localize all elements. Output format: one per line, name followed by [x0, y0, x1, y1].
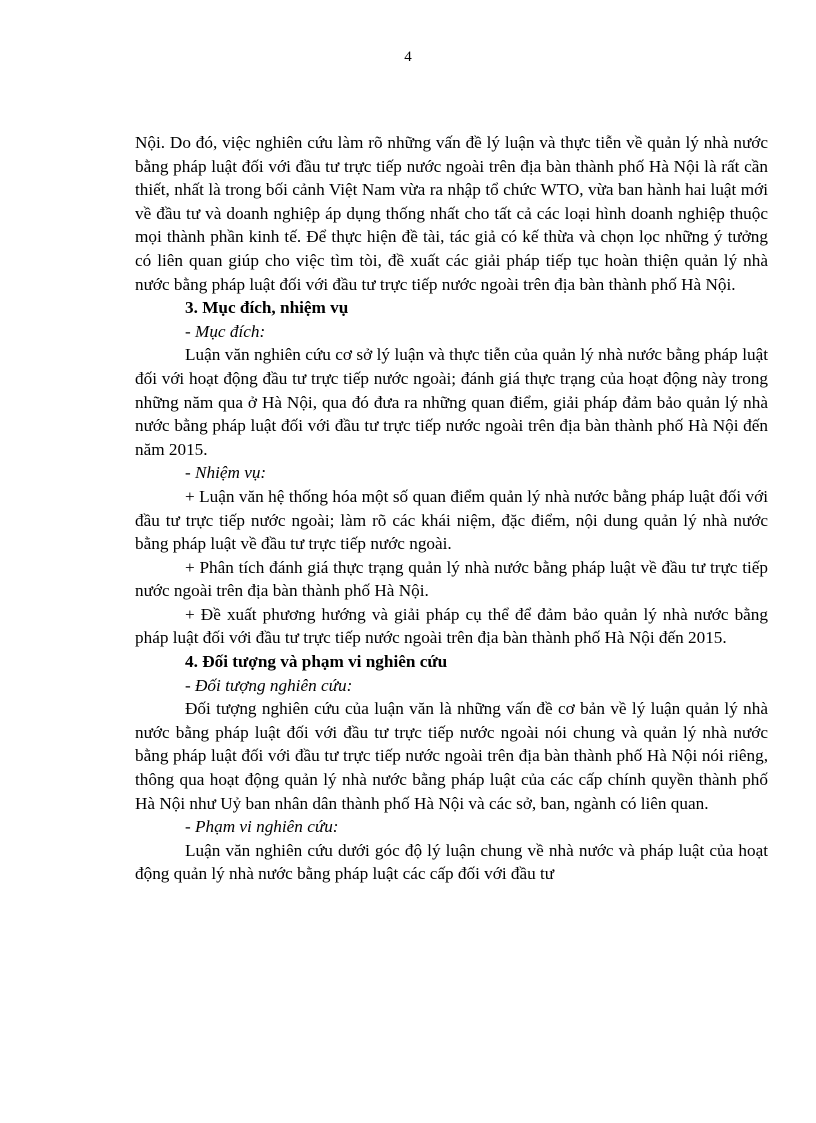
paragraph-task-3: + Đề xuất phương hướng và giải pháp cụ thể để đảm bảo quản lý nhà nước bằng pháp luật đối với đầu tư trực tiếp nước ngoài trên địa bàn thành phố Hà Nội đến 2015. — [135, 604, 768, 648]
paragraph-purpose: Luận văn nghiên cứu cơ sở lý luận và thực tiễn của quản lý nhà nước bằng pháp luật đối với hoạt động đầu tư trực tiếp nước ngoài; đánh giá thực trạng của hoạt động này trong những năm qua ở Hà Nội, qua đó đưa ra những quan điểm, giải pháp đảm bảo quản lý nhà nước bằng pháp luật đối với đầu tư trực tiếp nước ngoài trên địa bàn thành phố Hà Nội đến năm 2015. — [135, 345, 768, 459]
section-heading-object-scope: 4. Đối tượng và phạm vi nghiên cứu — [185, 652, 448, 672]
paragraph-object: Đối tượng nghiên cứu của luận văn là những vấn đề cơ bản về lý luận quản lý nhà nước bằng pháp luật đối với đầu tư trực tiếp nước ngoài nói chung và quản lý nhà nước bằng pháp luật đối với đầu tư trực tiếp nước ngoài trên địa bàn thành phố Hà Nội nói riêng, thông qua hoạt động quản lý nhà nước bằng pháp luật của các cấp chính quyền thành phố Hà Nội như Uỷ ban nhân dân thành phố Hà Nội và các sở, ban, ngành có liên quan. — [135, 699, 768, 813]
page-number: 4 — [404, 49, 412, 65]
document-body — [135, 131, 768, 886]
subheading-purpose: - Mục đích: — [185, 321, 266, 341]
subheading-scope: - Phạm vi nghiên cứu: — [185, 817, 339, 837]
paragraph-intro-continuation: Nội. Do đó, việc nghiên cứu làm rõ những vấn đề lý luận và thực tiễn về quản lý nhà nước bằng pháp luật đối với đầu tư trực tiếp nước ngoài trên địa bàn thành phố Hà Nội là rất cần thiết, nhất là trong bối cảnh Việt Nam vừa ra nhập tổ chức WTO, vừa ban hành hai luật mới về đầu tư và doanh nghiệp áp dụng thống nhất cho tất cả các loại hình doanh nghiệp thuộc mọi thành phần kinh tế. Để thực hiện đề tài, tác giả có kế thừa và chọn lọc những ý tưởng có liên quan giúp cho việc tìm tòi, đề xuất các giải pháp tiếp tục hoàn thiện quản lý nhà nước bằng pháp luật đối với đầu tư trực tiếp nước ngoài trên địa bàn thành phố Hà Nội. — [135, 133, 768, 294]
paragraph-task-2: + Phân tích đánh giá thực trạng quản lý nhà nước bằng pháp luật về đầu tư trực tiếp nước ngoài trên địa bàn thành phố Hà Nội. — [135, 557, 768, 601]
subheading-object: - Đối tượng nghiên cứu: — [185, 675, 353, 695]
paragraph-scope: Luận văn nghiên cứu dưới góc độ lý luận chung về nhà nước và pháp luật của hoạt động quản lý nhà nước bằng pháp luật các cấp đối với đầu tư — [135, 840, 768, 884]
subheading-tasks: - Nhiệm vụ: — [185, 463, 267, 483]
paragraph-task-1: + Luận văn hệ thống hóa một số quan điểm quản lý nhà nước bằng pháp luật đối với đầu tư trực tiếp nước ngoài; làm rõ các khái niệm, đặc điểm, nội dung quản lý nhà nước bằng pháp luật về đầu tư trực tiếp nước ngoài. — [135, 486, 768, 554]
section-heading-purpose-tasks: 3. Mục đích, nhiệm vụ — [185, 298, 349, 318]
